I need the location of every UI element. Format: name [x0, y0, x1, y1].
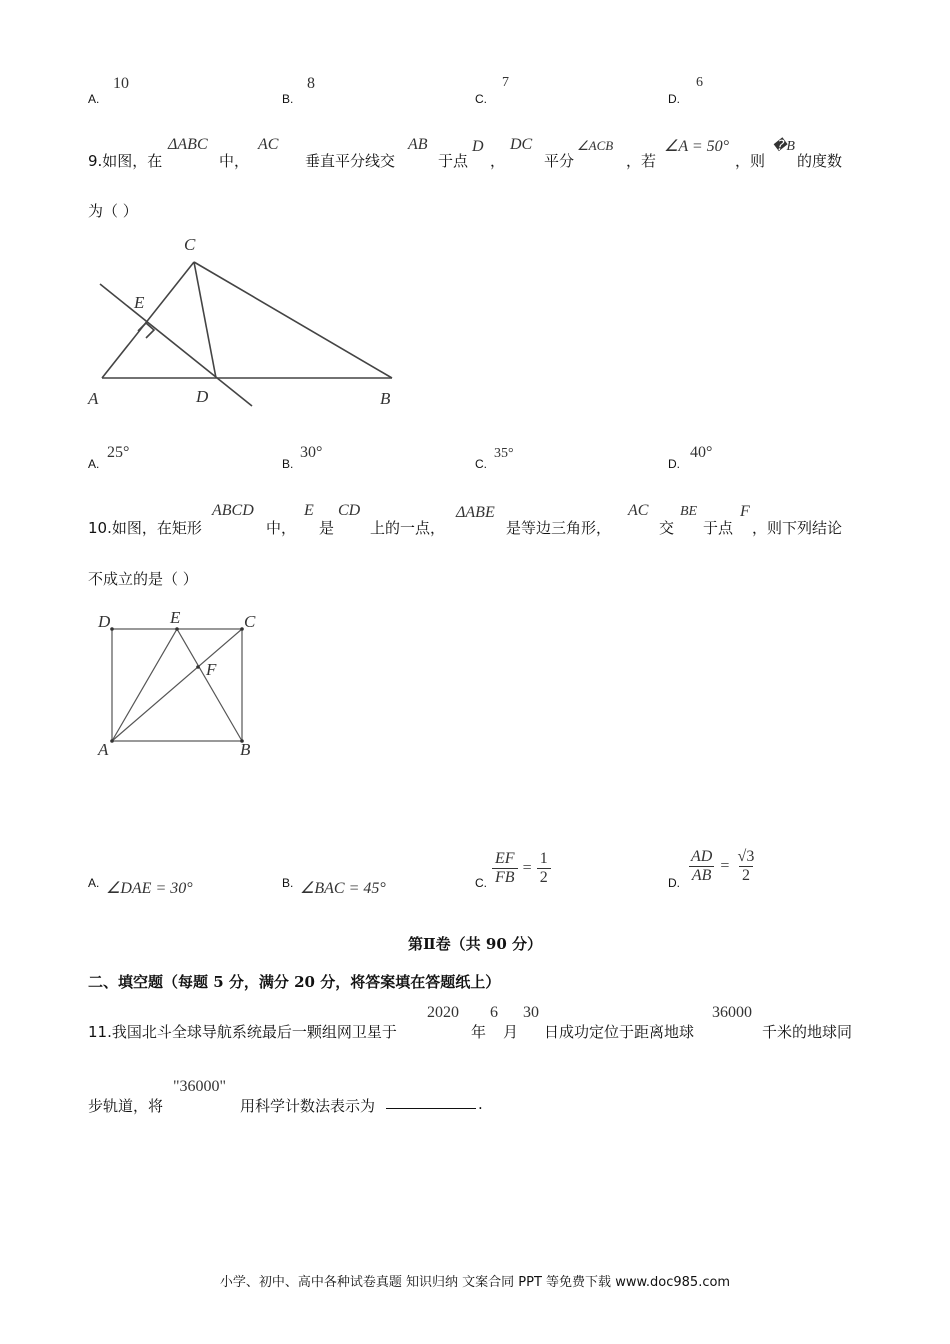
q10-text-1: 10.如图，在矩形 [88, 519, 202, 537]
q9-line-2: 为（ ） [88, 202, 138, 220]
q9-text-6: 平分 [544, 152, 575, 170]
q9-label-d: D [196, 387, 209, 406]
q9-label-b: B [380, 389, 391, 408]
q10-option-c-fraction-left [492, 850, 518, 887]
q10-label-f: F [206, 660, 217, 679]
q10-option-b-letter: B. [282, 876, 294, 890]
q10-option-d-expression [688, 848, 757, 885]
q10-option-d-equals: = [720, 857, 730, 875]
q10-option-c-den-right: 2 [537, 868, 551, 887]
q10-line-2: 不成立的是（ ） [88, 570, 198, 588]
q10-rectangle-figure [90, 605, 270, 765]
q9-math-3: AB [408, 136, 428, 153]
q8-option-a-value: 10 [113, 75, 129, 92]
q9-text-4: 于点 [438, 152, 469, 170]
q9-text-1: 9.如图，在 [88, 152, 163, 170]
q11-text-5: 千米的地球同 [762, 1023, 853, 1041]
q10-math-4: ΔABE [456, 504, 495, 521]
q11-math-2: 6 [490, 1004, 498, 1021]
q10-option-c-num-right: 1 [539, 850, 548, 867]
q10-math-3: CD [338, 502, 361, 519]
q11-text-2: 年 [471, 1023, 487, 1041]
q9-math-8: �B [772, 139, 795, 154]
q10-option-c-fraction-right [537, 850, 551, 887]
q8-option-d-letter: D. [668, 92, 680, 106]
q10-label-a: A [98, 740, 109, 759]
q11-text-1: 11.我国北斗全球导航系统最后一颗组网卫星于 [88, 1023, 397, 1041]
q10-math-2: E [304, 502, 314, 519]
q10-label-c: C [244, 612, 256, 631]
q10-text-3: 是 [319, 519, 335, 537]
q9-math-2: AC [258, 136, 279, 153]
q11-line2-end: . [478, 1095, 483, 1113]
q9-option-b-value: 30° [300, 444, 323, 461]
q10-option-d-letter: D. [668, 876, 680, 890]
q8-option-c-letter: C. [475, 92, 487, 106]
q10-math-6: BE [680, 504, 698, 519]
q10-text-8: ，则下列结论 [752, 519, 843, 537]
q9-label-a: A [88, 389, 99, 408]
section-2-heading: 二、填空题（每题 5 分，满分 20 分，将答案填在答题纸上） [88, 973, 501, 991]
q9-text-9: 的度数 [797, 152, 843, 170]
q10-text-4: 上的一点， [370, 519, 446, 537]
section-2-title: 第Ⅱ卷（共 90 分） [408, 935, 542, 953]
q9-option-d-value: 40° [690, 444, 713, 461]
q11-math-3: 30 [523, 1004, 539, 1021]
q10-option-a-value: ∠DAE = 30° [106, 880, 193, 897]
q11-line2-math-1: "36000" [173, 1078, 227, 1095]
q10-text-7: 于点 [703, 519, 734, 537]
q9-label-c: C [184, 235, 196, 254]
q8-option-b-value: 8 [307, 75, 315, 92]
q9-text-8: ，则 [735, 152, 766, 170]
q10-option-c-num-left: EF [495, 850, 515, 867]
q9-math-1: ΔABC [168, 136, 208, 153]
q8-option-b-letter: B. [282, 92, 294, 106]
q10-option-d-den-left: AB [689, 866, 715, 885]
q10-option-c-expression [492, 850, 551, 887]
q10-label-d: D [98, 612, 111, 631]
q9-text-7: ，若 [626, 152, 657, 170]
q8-option-a-letter: A. [88, 92, 100, 106]
q10-option-d-fraction-right [735, 848, 758, 885]
q10-text-5: 是等边三角形， [506, 519, 612, 537]
q8-option-c-value: 7 [502, 75, 509, 90]
page-footer: 小学、初中、高中各种试卷真题 知识归纳 文案合同 PPT 等免费下载 www.doc985.com [219, 1275, 731, 1290]
q10-option-a-letter: A. [88, 876, 100, 890]
q9-math-7: ∠A = 50° [664, 138, 730, 155]
q11-text-4: 日成功定位于距离地球 [544, 1023, 695, 1041]
q10-text-6: 交 [659, 519, 675, 537]
q10-math-1: ABCD [212, 502, 254, 519]
q9-option-b-letter: B. [282, 457, 294, 471]
q11-line2-text-2: 用科学计数法表示为 [240, 1097, 376, 1115]
q9-label-e: E [134, 293, 145, 312]
q9-text-2: 中， [219, 152, 250, 170]
q9-text-3: 垂直平分线交 [305, 152, 396, 170]
q10-option-c-den-left: FB [492, 868, 518, 887]
q11-line2-text-1: 步轨道，将 [88, 1097, 164, 1115]
q9-triangle-figure [80, 228, 410, 418]
q11-answer-blank[interactable] [386, 1094, 476, 1113]
q10-option-d-fraction-left [688, 848, 715, 885]
q9-option-a-letter: A. [88, 457, 100, 471]
q9-math-6: ∠ACB [577, 138, 614, 153]
q10-text-2: 中， [266, 519, 297, 537]
q8-option-d-value: 6 [696, 75, 703, 90]
q10-option-b-value: ∠BAC = 45° [300, 880, 386, 897]
q10-label-e: E [170, 608, 181, 627]
q9-text-5: ， [490, 152, 506, 170]
q10-label-b: B [240, 740, 251, 759]
q10-option-d-den-right: 2 [739, 866, 753, 885]
q10-math-5: AC [628, 502, 649, 519]
q9-option-c-letter: C. [475, 457, 487, 471]
q11-math-1: 2020 [427, 1004, 459, 1021]
q11-math-4: 36000 [712, 1004, 752, 1021]
q10-option-d-num-left: AD [691, 848, 713, 865]
q9-math-5: DC [510, 136, 533, 153]
q10-option-d-num-right: √3 [737, 848, 755, 865]
q10-option-c-equals: = [522, 859, 532, 877]
q10-math-7: F [740, 503, 750, 520]
q11-text-3: 月 [503, 1023, 519, 1041]
q9-math-4: D [472, 138, 484, 155]
q9-option-d-letter: D. [668, 457, 680, 471]
q10-option-c-letter: C. [475, 876, 487, 890]
q9-option-a-value: 25° [107, 444, 130, 461]
q9-option-c-value: 35° [494, 446, 514, 461]
